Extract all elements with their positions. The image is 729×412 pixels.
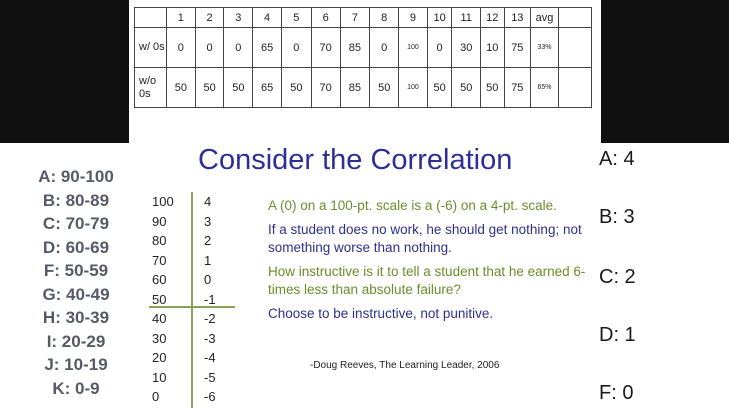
row-label: w/ 0s bbox=[135, 28, 167, 68]
four-point-value: 3 bbox=[204, 213, 212, 229]
paragraph-choose: Choose to be instructive, not punitive. bbox=[268, 306, 494, 321]
header-cell: 12 bbox=[481, 8, 504, 28]
table-cell: 85 bbox=[340, 68, 370, 108]
point-grade-item: D: 1 bbox=[599, 324, 636, 346]
table-row bbox=[135, 28, 592, 68]
table-cell: 10 bbox=[481, 28, 504, 68]
table-cell: 50 bbox=[195, 68, 224, 108]
letter-grade-range: K: 0-9 bbox=[52, 378, 100, 398]
table-cell: 100 bbox=[399, 28, 428, 68]
letter-grade-range: H: 30-39 bbox=[42, 308, 110, 327]
point-grade-item: F: 0 bbox=[599, 382, 634, 404]
hundred-point-value: 50 bbox=[152, 291, 167, 307]
hundred-point-value: 100 bbox=[152, 194, 174, 209]
table-cell: 75 bbox=[504, 68, 531, 108]
table-cell: 65 bbox=[253, 28, 282, 68]
black-panel-right bbox=[601, 0, 729, 143]
paragraph-zero-equivalence: A (0) on a 100-pt. scale is a (-6) on a 4-pt. scale. bbox=[268, 198, 557, 213]
four-point-value: 1 bbox=[204, 252, 212, 268]
table-cell: 50 bbox=[281, 68, 311, 108]
table-cell: 50 bbox=[166, 68, 195, 108]
table-cell: 75 bbox=[504, 28, 531, 68]
letter-grade-range: G: 40-49 bbox=[42, 284, 110, 304]
four-point-value: -2 bbox=[204, 311, 216, 326]
table-cell: 30 bbox=[452, 28, 481, 68]
table-cell bbox=[558, 28, 591, 68]
scale-vertical-line bbox=[191, 192, 193, 408]
table-cell: 50 bbox=[427, 68, 452, 108]
table-row bbox=[135, 68, 592, 108]
hundred-point-value: 80 bbox=[152, 233, 167, 248]
four-point-value: -5 bbox=[204, 369, 216, 385]
four-point-value: -1 bbox=[204, 291, 216, 307]
table-cell: 50 bbox=[370, 68, 399, 108]
four-point-value: 2 bbox=[204, 233, 212, 248]
letter-grade-range: A: 90-100 bbox=[38, 167, 114, 186]
slide-title: Consider the Correlation bbox=[198, 144, 513, 176]
four-point-value: -3 bbox=[204, 330, 216, 346]
table-cell: 65 bbox=[253, 68, 282, 108]
table-cell: 50 bbox=[452, 68, 481, 108]
table-cell: 65% bbox=[531, 68, 559, 108]
header-cell: 10 bbox=[427, 8, 452, 28]
table-cell: 0 bbox=[427, 28, 452, 68]
point-grade-item: B: 3 bbox=[599, 206, 635, 228]
table-cell: 50 bbox=[224, 68, 253, 108]
point-grade-item: C: 2 bbox=[599, 266, 636, 288]
table-cell bbox=[558, 68, 591, 108]
table-cell: 85 bbox=[340, 28, 370, 68]
header-cell: 6 bbox=[311, 8, 340, 28]
header-cell: avg bbox=[531, 8, 559, 28]
table-cell: 50 bbox=[481, 68, 504, 108]
table-cell: 0 bbox=[370, 28, 399, 68]
four-point-value: -4 bbox=[204, 350, 216, 365]
header-cell: 9 bbox=[399, 8, 428, 28]
table-cell: 0 bbox=[281, 28, 311, 68]
hundred-point-value: 60 bbox=[152, 272, 167, 287]
four-point-value: -6 bbox=[204, 389, 216, 404]
explanation-text bbox=[268, 197, 588, 329]
hundred-point-value: 90 bbox=[152, 213, 167, 229]
header-cell: 2 bbox=[195, 8, 224, 28]
table-cell: 0 bbox=[195, 28, 224, 68]
table-cell: 0 bbox=[166, 28, 195, 68]
letter-grade-range: I: 20-29 bbox=[46, 331, 106, 351]
header-cell: 7 bbox=[340, 8, 370, 28]
letter-grade-scale bbox=[22, 165, 130, 400]
grade-comparison-table bbox=[134, 7, 592, 108]
hundred-point-value: 40 bbox=[152, 311, 167, 326]
hundred-point-value: 20 bbox=[152, 350, 167, 365]
header-cell: 3 bbox=[224, 8, 253, 28]
quote-attribution: -Doug Reeves, The Learning Leader, 2006 bbox=[310, 360, 500, 371]
hundred-point-column bbox=[152, 192, 188, 407]
number-scale-chart bbox=[146, 192, 236, 408]
hundred-point-value: 0 bbox=[152, 389, 160, 404]
black-panel-left bbox=[0, 0, 129, 143]
four-point-value: 0 bbox=[204, 272, 212, 287]
four-point-column bbox=[204, 192, 234, 407]
paragraph-no-work: If a student does no work, he should get nothing; not something worse than nothing. bbox=[268, 222, 582, 255]
hundred-point-value: 70 bbox=[152, 252, 167, 268]
table-cell: 70 bbox=[311, 28, 340, 68]
four-point-value: 4 bbox=[204, 194, 212, 209]
header-cell: 8 bbox=[370, 8, 399, 28]
paragraph-instructive: How instructive is it to tell a student that he earned 6-times less than absolute failure? bbox=[268, 264, 586, 297]
letter-grade-range: F: 50-59 bbox=[43, 261, 109, 280]
header-cell bbox=[135, 8, 167, 28]
header-cell: 1 bbox=[166, 8, 195, 28]
letter-grade-range: B: 80-89 bbox=[42, 190, 110, 210]
table-cell: 100 bbox=[399, 68, 428, 108]
row-label: w/o 0s bbox=[135, 68, 167, 108]
hundred-point-value: 10 bbox=[152, 369, 167, 385]
letter-grade-range: J: 10-19 bbox=[44, 355, 108, 374]
header-cell: 11 bbox=[452, 8, 481, 28]
letter-grade-range: D: 60-69 bbox=[42, 237, 110, 257]
letter-grade-range: C: 70-79 bbox=[42, 214, 110, 233]
table-cell: 70 bbox=[311, 68, 340, 108]
header-cell: 4 bbox=[253, 8, 282, 28]
hundred-point-value: 30 bbox=[152, 330, 167, 346]
table-cell: 0 bbox=[224, 28, 253, 68]
point-grade-item: A: 4 bbox=[599, 148, 635, 170]
header-cell: 13 bbox=[504, 8, 531, 28]
header-cell: 5 bbox=[281, 8, 311, 28]
table-cell: 33% bbox=[531, 28, 559, 68]
header-cell bbox=[558, 8, 591, 28]
table-header-row bbox=[135, 8, 592, 28]
